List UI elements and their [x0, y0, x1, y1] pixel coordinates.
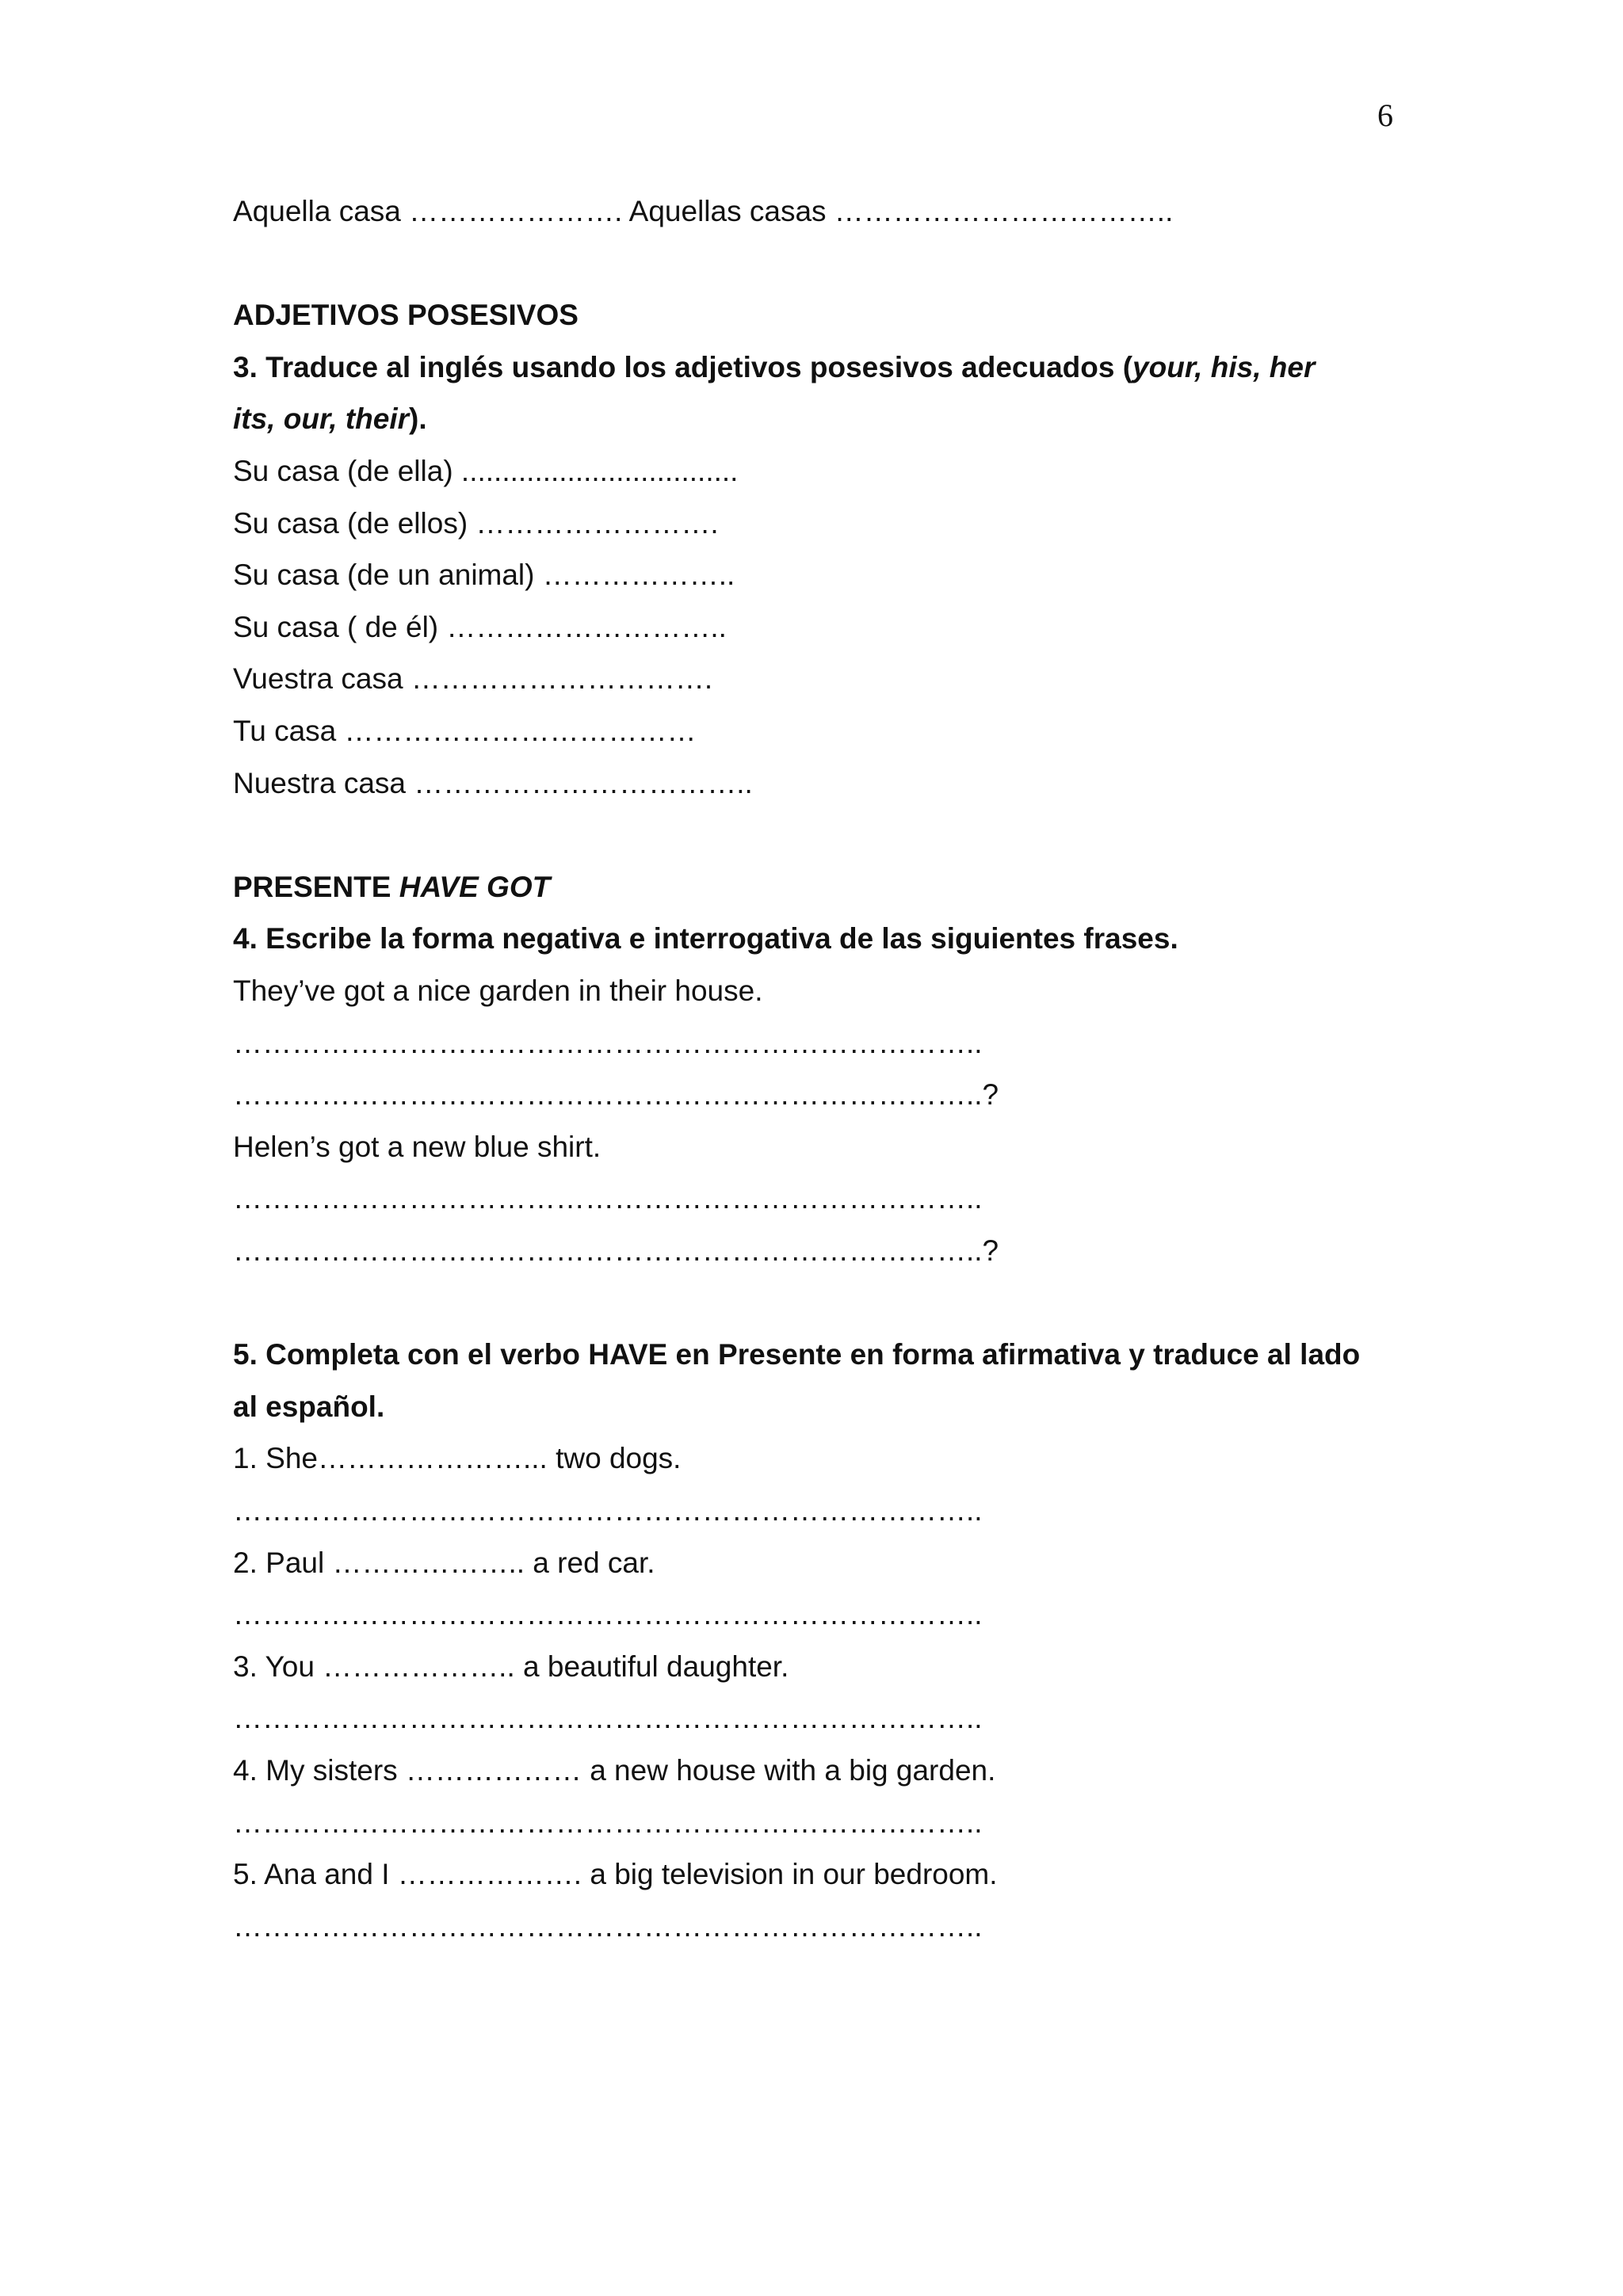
answer-line-negative: ………………………………………………………………….. — [233, 1182, 983, 1215]
possessives-instruction-line2 — [233, 401, 427, 437]
answer-line: ………………………………………………………………….. — [233, 1806, 983, 1839]
possessive-item: Tu casa ……………………………… — [233, 715, 697, 747]
instruction-pronouns: your, his, her — [1132, 351, 1316, 383]
instruction-pronouns: its, our, their — [233, 402, 410, 435]
have-present-instruction-line1: 5. Completa con el verbo HAVE en Presente en forma afirmativa y traduce al lado — [233, 1338, 1361, 1371]
instruction-text: ). — [409, 402, 427, 435]
answer-line: ………………………………………………………………….. — [233, 1598, 983, 1630]
heading-text: PRESENTE — [233, 871, 399, 903]
answer-line: ………………………………………………………………….. — [233, 1910, 983, 1943]
instruction-text: 3. Traduce al inglés usando los adjetivos posesivos adecuados ( — [233, 351, 1133, 383]
answer-line-question: …………………………………………………………………..? — [233, 1234, 999, 1267]
possessive-item: Su casa (de ella) .................................. — [233, 455, 739, 487]
page-number: 6 — [1377, 97, 1393, 133]
exercise-sentence: Helen’s got a new blue shirt. — [233, 1131, 601, 1163]
have-present-item: 5. Ana and I ………………. a big television in our bedroom. — [233, 1858, 998, 1890]
answer-line: ………………………………………………………………….. — [233, 1702, 983, 1734]
answer-line: ………………………………………………………………….. — [233, 1494, 983, 1527]
possessive-item: Su casa ( de él) ……………………….. — [233, 611, 727, 643]
possessives-instruction-line1 — [233, 349, 1315, 386]
exercise-sentence: They’ve got a nice garden in their house. — [233, 974, 763, 1007]
have-present-item: 1. She…………………... two dogs. — [233, 1442, 682, 1474]
have-present-item: 2. Paul ……………….. a red car. — [233, 1547, 655, 1579]
possessives-heading: ADJETIVOS POSESIVOS — [233, 299, 579, 331]
have-got-heading — [233, 869, 550, 906]
answer-line-question: …………………………………………………………………..? — [233, 1078, 999, 1111]
have-got-instruction: 4. Escribe la forma negativa e interrogativa de las siguientes frases. — [233, 922, 1178, 955]
have-present-instruction-line2: al español. — [233, 1390, 385, 1423]
heading-verb: HAVE GOT — [399, 871, 551, 903]
possessive-item: Su casa (de un animal) ……………….. — [233, 559, 735, 591]
demonstratives-line: Aquella casa …………………. Aquellas casas …………………………….. — [233, 195, 1174, 227]
have-present-item: 3. You ……………….. a beautiful daughter. — [233, 1650, 789, 1683]
possessive-item: Su casa (de ellos) ……………………. — [233, 507, 719, 540]
possessive-item: Vuestra casa …………………………. — [233, 662, 713, 695]
answer-line-negative: ………………………………………………………………….. — [233, 1027, 983, 1059]
have-present-item: 4. My sisters ……………… a new house with a big garden. — [233, 1754, 996, 1787]
possessive-item: Nuestra casa …………………………….. — [233, 767, 753, 799]
